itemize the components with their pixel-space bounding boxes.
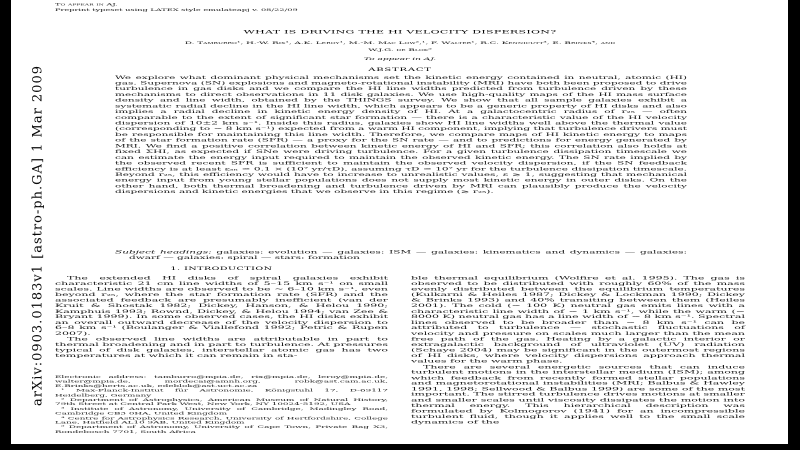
subject-headings-text: galaxies: evolution — galaxies: ISM — galaxies: kinematics and dynamics — galaxies: dwarf — galaxies: spiral — stars: formation bbox=[129, 249, 687, 261]
paper-content bbox=[11, 0, 788, 444]
footnote-email: Electronic address: tamburro@mpia.de, rix@mpia.de, leroy@mpia.de, walter@mpia.de, mordecai@amnh.org, robk@ast.cam.ac.uk, E.Brinks@herts.ac.uk, edeblok@ast.uct.ac.za bbox=[55, 374, 388, 389]
intro-paragraph: The observed line widths are attributable in part to thermal broadening and in part to turbulence. At pressures typical of disk galaxies, interstellar atomic gas has two temperatures at which it can remain in sta- bbox=[55, 335, 388, 359]
subject-headings-label: Subject headings: bbox=[115, 249, 212, 255]
authors-line-1: D. Tamburro¹, H.-W. Rix¹, A.K. Leroy¹, M.-M. Mac Low²,¹, F. Walter¹, R.C. Kennicutt³, E. Brinks⁴, and bbox=[184, 40, 616, 46]
to-appear-note: To appear in AJ. bbox=[363, 56, 437, 62]
footnote-affiliation-2: ² Department of Astrophysics, American Museum of Natural History, 79th Street at Central Park West, New York, NY 10024-5192, USA bbox=[55, 397, 388, 407]
footnotes-block bbox=[55, 375, 388, 435]
footnote-affiliation-4: ⁴ Centre for Astrophysics Research, University of Hertfordshire, College Lane, Hatfield AL10 9AB, United Kingdom bbox=[55, 416, 388, 426]
paper-page bbox=[11, 0, 788, 444]
footnote-affiliation-5: ⁵ Department of Astronomy, University of Cape Town, Private Bag X3, Rondebosch 7701, South Africa bbox=[55, 425, 388, 435]
intro-paragraph: ble thermal equilibrium (Wolfire et al. 1995). The gas is observed to be distributed with roughly 60% of the mass evenly distributed between the equilibrium temperatures (Kulkarni & Heiles 1987; Dickey & Lockman 1990; Dickey & Brinks 1993) and 40% transiting between them (Heiles 2001). The cold (~ 100 K) neutral gas emits lines with a characteristic line width of ~ 1 km s⁻¹, while the warm (~ 8000 K) neutral gas has a line width of ~ 8 km s⁻¹. Spectral lines observed to be broader than ~ 8 km s⁻¹ can be attributed to turbulence — stochastic fluctuations of velocity and pressure on scales much larger than the mean free path of the gas. Heating by a galactic interior or extragalactic background of ultraviolet (UV) radiation (Schaye 2004) may be significant in the outermost regions of HI disks, where velocity dispersions approach thermal values for the warm phase. bbox=[411, 275, 745, 364]
footnote-affiliation-3: ³ Institute of Astronomy, University of Cambridge, Madingley Road, Cambridge CB3 0HA, United Kingdom bbox=[55, 406, 388, 416]
journal-note: To appear in AJ. bbox=[55, 2, 118, 7]
typeset-note: Preprint typeset using LATEX style emulateapj v. 08/22/09 bbox=[55, 7, 298, 12]
preprint-header bbox=[55, 2, 298, 13]
abstract-text: We explore what dominant physical mechanisms set the kinetic energy contained in neutral, atomic (HI) gas. Supernova (SN) explosions and magneto-rotational instability (MRI) have both been proposed to drive turbulence in gas disks and we compare the HI line widths predicted from turbulence driven by these mechanisms to direct observations in 11 disk galaxies. We use high-quality maps of the HI mass surface density and line width, obtained by the THINGS survey. We show that all sample galaxies exhibit a systematic radial decline in the HI line width, which appears to be a generic property of HI disks and also implies a radial decline in kinetic energy density of HI. At a galactocentric radius of r₂₅ — often comparable to the extent of significant star formation — there is a characteristic value of the HI velocity dispersion of 10±2 km s⁻¹. Inside this radius, galaxies show HI line widths well above the thermal value (corresponding to ~ 8 km s⁻¹) expected from a warm HI component, implying that turbulence drivers must be responsible for maintaining this line width. Therefore, we compare maps of HI kinetic energy to maps of the star formation rate (SFR) — a proxy for the SN rate — and to predictions for energy generated by MRI. We find a positive correlation between kinetic energy of HI and SFR; this correlation also holds at fixed ΣHI, as expected if SNe were driving turbulence. For a given turbulence dissipation timescale we can estimate the energy input required to maintain the observed kinetic energy. The SN rate implied by the observed recent SFR is sufficient to maintain the observed velocity dispersion, if the SN feedback efficiency is at least εₛₙ ≃ 0.1 × (10⁷ yr/τD), assuming τD ≃ 10⁷ yr for the turbulence dissipation timescale. Beyond r₂₅, this efficiency would have to increase to unrealistic values, ε ≳ 1, suggesting that mechanical energy input from young stellar populations does not supply most kinetic energy in outer disks. On the other hand, both thermal broadening and turbulence driven by MRI can plausibly produce the velocity dispersions and kinetic energies that we observe in this regime (≳ r₂₅). bbox=[115, 74, 687, 195]
intro-paragraph: There are several energetic sources that can induce turbulent motions in the interstellar medium (ISM); among which feedback from recently formed stellar populations and magnetorotational instabilities (MRI; Balbus & Hawley 1991, 1998; Sellwood & Balbus 1999) are some of the most important. The stirred turbulence drives motions at smaller and smaller scales until viscosity dissipates the motion into thermal energy. This hierarchical description was formulated by Kolmogorov (1941) for an incompressible turbulent fluid, though it applies well to the small scale dynamics of the bbox=[411, 363, 745, 425]
footnote-affiliation-1: ¹ Max-Planck-Institut für Astronomie, Königstuhl 17, D-69117 Heidelberg, Germany bbox=[55, 388, 388, 398]
abstract-heading: ABSTRACT bbox=[368, 67, 432, 73]
subject-headings bbox=[115, 249, 687, 260]
intro-paragraph: The extended HI disks of spiral galaxies exhibit characteristic 21 cm line widths of 5–15 km s⁻¹ on small scales. Line widths are observed to be ~ 6–10 km s⁻¹, even beyond r₂₅, where the star formation rate (SFR) and the associated feedback are presumably inefficient (van der Kruit & Shostak 1982; Dickey, Hanson, & Helou 1990; Kamphuis 1993; Rownd, Dickey, & Helou 1994; van Zee & Bryant 1999). In some observed cases, the HI disks exhibit an overall outward decrease of the velocity dispersion to 6–8 km s⁻¹ (Boulanger & Viallefond 1992; Petric & Rupen 2007). bbox=[55, 275, 388, 337]
paper-title: WHAT IS DRIVING THE HI VELOCITY DISPERSION? bbox=[243, 29, 557, 35]
section-heading-introduction: 1. INTRODUCTION bbox=[170, 266, 273, 272]
intro-column-left bbox=[55, 275, 388, 358]
authors-line-2: W.J.G. de Blok⁵ bbox=[368, 47, 432, 53]
arxiv-watermark: arXiv:0903.0183v1 [astro-ph.GA] 1 Mar 2009 bbox=[30, 65, 46, 406]
intro-column-right bbox=[411, 275, 745, 425]
